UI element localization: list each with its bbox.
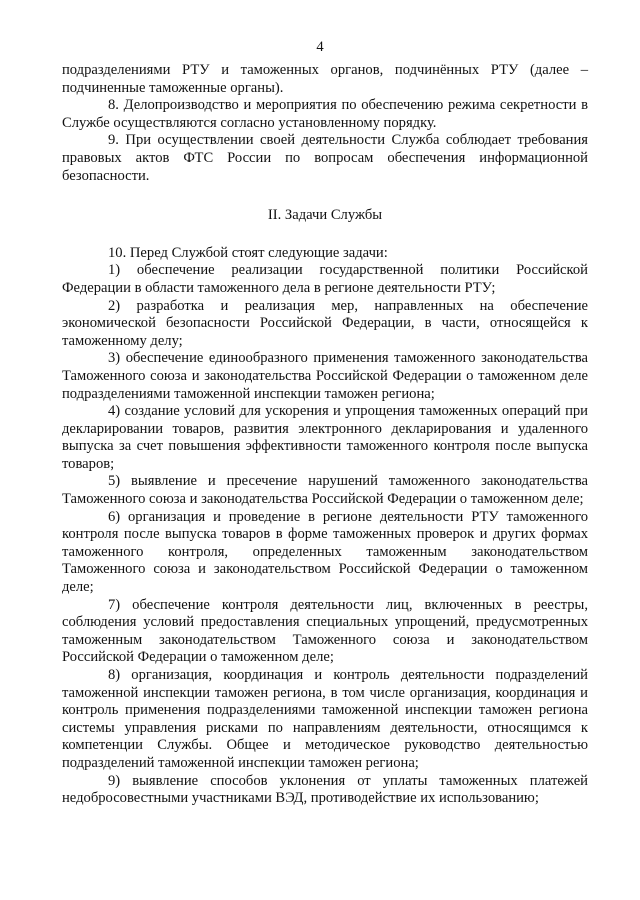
task-item-3: 3) обеспечение единообразного применения таможенного законодательства Таможенного союза и законодательства Российской Федерации о таможенном деле подразделениями таможенной инспекции таможен региона; [62, 350, 588, 402]
task-item-7: 7) обеспечение контроля деятельности лиц, включенных в реестры, соблюдения условий предоставления специальных упрощений, предусмотренных таможенным законодательством Таможенного союза и законодательством Российской Федерации о таможенном деле; [62, 596, 588, 666]
paragraph-9: 9. При осуществлении своей деятельности Служба соблюдает требования правовых актов ФТС России по вопросам обеспечения информационной безопасности. [62, 132, 588, 184]
task-item-2: 2) разработка и реализация мер, направленных на обеспечение экономической безопасности Российской Федерации, в части, относящейся к таможенному делу; [62, 297, 588, 349]
section-heading: II. Задачи Службы [267, 207, 383, 224]
page-number: 4 [316, 39, 324, 55]
paragraph-7-continuation: подразделениями РТУ и таможенных органов, подчинённых РТУ (далее – подчиненные таможенные органы). [62, 62, 588, 96]
paragraph-8: 8. Делопроизводство и мероприятия по обеспечению режима секретности в Службе осуществляются согласно установленному порядку. [62, 97, 588, 131]
task-item-1: 1) обеспечение реализации государственной политики Российской Федерации в области таможенного дела в регионе деятельности РТУ; [62, 262, 588, 296]
task-item-8: 8) организация, координация и контроль деятельности подразделений таможенной инспекции таможен региона, в том числе организация, координация и контроль применения подразделениями таможенной инспекции таможен региона системы управления рисками по направлениям деятельности, относящимся к компетенции Службы. Общее и методическое руководство деятельностью подразделений таможенной инспекции таможен региона; [62, 667, 588, 771]
paragraph-10-intro: 10. Перед Службой стоят следующие задачи: [108, 244, 388, 261]
task-item-6: 6) организация и проведение в регионе деятельности РТУ таможенного контроля после выпуска товаров в форме таможенных проверок и других формах таможенного контроля, определенных таможенным законодательством Таможенного союза и законодательством Российской Федерации о таможенном деле; [62, 508, 588, 596]
task-item-5: 5) выявление и пресечение нарушений таможенного законодательства Таможенного союза и законодательства Российской Федерации о таможенном деле; [62, 473, 588, 508]
task-item-4: 4) создание условий для ускорения и упрощения таможенных операций при декларировании товаров, развития электронного декларирования и удаленного выпуска за счет повышения эффективности таможенного контроля после выпуска товаров; [62, 403, 588, 472]
task-item-9: 9) выявление способов уклонения от уплаты таможенных платежей недобросовестными участниками ВЭД, противодействие их использованию; [62, 772, 588, 807]
document-body [62, 62, 588, 808]
